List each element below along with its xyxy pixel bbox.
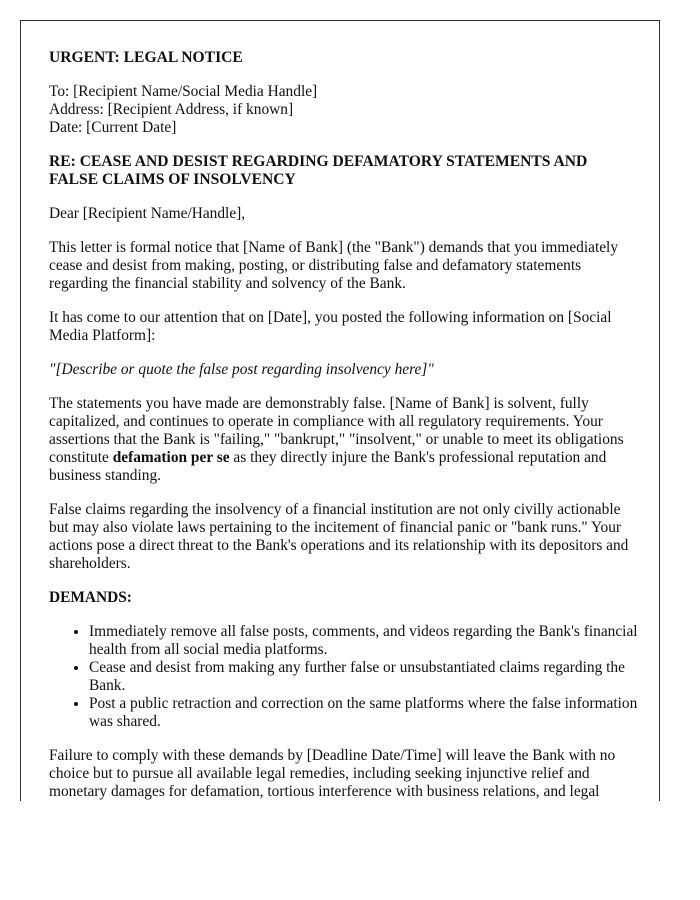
- statements-text-before: The statements you have made are demonstrably false. [Name of Bank] is solvent, fully capitalized, and continues to operate in compliance with all regulatory requirements. Your assertions that the Bank is "failing," "bankrupt," "insolvent," or unable to meet its obligations constitute: [49, 395, 624, 466]
- defamation-emphasis: defamation per se: [112, 449, 230, 466]
- salutation: Dear [Recipient Name/Handle],: [49, 205, 246, 222]
- quoted-post: "[Describe or quote the false post regarding insolvency here]": [49, 361, 434, 378]
- demand-item: • Cease and desist from making any further false or unsubstantiated claims regarding the Bank.: [89, 659, 639, 695]
- legal-notice-letter: [49, 49, 639, 801]
- attention-paragraph: It has come to our attention that on [Date], you posted the following information on [Social Media Platform]:: [49, 309, 612, 344]
- intro-paragraph: This letter is formal notice that [Name of Bank] (the "Bank") demands that you immediately cease and desist from making, posting, or distributing false and defamatory statements regarding the financial stability and solvency of the Bank.: [49, 239, 619, 292]
- recipient-block: [49, 83, 639, 137]
- statements-text-after: as they directly injure the Bank's professional reputation and business standing.: [49, 449, 607, 484]
- subject-line: RE: CEASE AND DESIST REGARDING DEFAMATORY STATEMENTS AND FALSE CLAIMS OF INSOLVENCY: [49, 153, 588, 188]
- document-page: [20, 20, 660, 801]
- recipient-address: Address: [Recipient Address, if known]: [49, 101, 294, 118]
- recipient-to: To: [Recipient Name/Social Media Handle]: [49, 83, 318, 100]
- statements-paragraph: [49, 395, 639, 485]
- recipient-date: Date: [Current Date]: [49, 119, 177, 136]
- demands-list: [49, 623, 639, 731]
- demands-heading: DEMANDS:: [49, 589, 132, 606]
- false-claims-paragraph: False claims regarding the insolvency of a financial institution are not only civilly actionable but may also violate laws pertaining to the incitement of financial panic or "bank runs." Your actions pose a direct threat to the Bank's operations and its relationship with its depositors and shareholders.: [49, 501, 629, 572]
- document-title: URGENT: LEGAL NOTICE: [49, 49, 243, 66]
- demand-item: • Immediately remove all false posts, comments, and videos regarding the Bank's financial health from all social media platforms.: [89, 623, 639, 659]
- demand-item: • Post a public retraction and correction on the same platforms where the false information was shared.: [89, 695, 639, 731]
- failure-paragraph: Failure to comply with these demands by [Deadline Date/Time] will leave the Bank with no choice but to pursue all available legal remedies, including seeking injunctive relief and monetary damages for defamation, tortious interference with business relations, and legal: [49, 747, 616, 800]
